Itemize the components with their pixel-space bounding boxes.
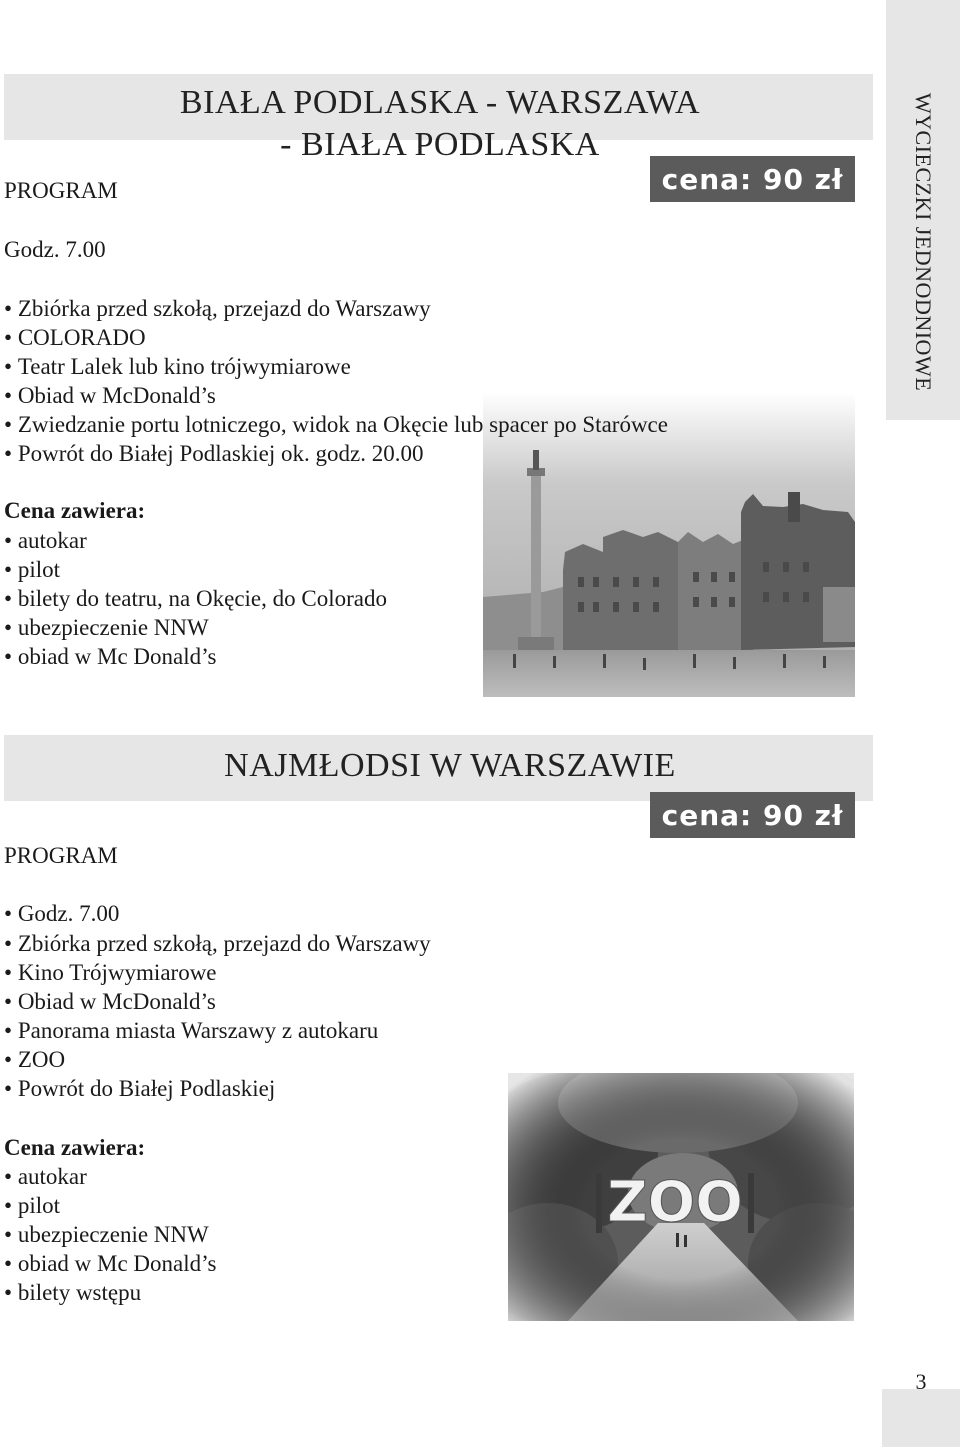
zoo-photo xyxy=(508,1073,854,1321)
trip1-title-line1: BIAŁA PODLASKA - WARSZAWA xyxy=(179,84,701,121)
trip1-program-label: PROGRAM xyxy=(4,178,118,203)
trip2-price-badge: cena: 90 zł xyxy=(650,792,855,838)
trip2-time xyxy=(4,899,119,928)
list-item: • Powrót do Białej Podlaskiej xyxy=(4,1074,431,1103)
trip2-time-text: Godz. 7.00 xyxy=(17,901,120,926)
trip1-program-list xyxy=(4,294,668,468)
list-item: • autokar xyxy=(4,526,387,555)
trip1-includes-list xyxy=(4,526,387,671)
list-item: • ubezpieczenie NNW xyxy=(4,613,387,642)
list-item: • bilety wstępu xyxy=(4,1278,216,1307)
trip1-title-line2: - BIAŁA PODLASKA xyxy=(280,126,600,163)
trip1-time: Godz. 7.00 xyxy=(4,237,106,262)
trip2-program-list xyxy=(4,899,119,928)
list-item: • Obiad w McDonald’s xyxy=(4,381,668,410)
trip1-title xyxy=(130,82,750,166)
list-item: • Zwiedzanie portu lotniczego, widok na Okęcie lub spacer po Starówce xyxy=(4,410,668,439)
list-item: • Kino Trójwymiarowe xyxy=(4,958,431,987)
trip2-program-label: PROGRAM xyxy=(4,843,118,868)
list-item: • bilety do teatru, na Okęcie, do Colorado xyxy=(4,584,387,613)
list-item: • obiad w Mc Donald’s xyxy=(4,1249,216,1278)
list-item: • obiad w Mc Donald’s xyxy=(4,642,387,671)
list-item: • pilot xyxy=(4,555,387,584)
trip2-includes-list xyxy=(4,1162,216,1307)
list-item: • ubezpieczenie NNW xyxy=(4,1220,216,1249)
page-number-box xyxy=(882,1389,960,1447)
list-item: • pilot xyxy=(4,1191,216,1220)
trip1-price-badge: cena: 90 zł xyxy=(650,156,855,202)
list-item: • Powrót do Białej Podlaskiej ok. godz. 20.00 xyxy=(4,439,668,468)
list-item: • Zbiórka przed szkołą, przejazd do Warszawy xyxy=(4,929,431,958)
list-item: • COLORADO xyxy=(4,323,668,352)
page-number: 3 xyxy=(915,1369,927,1394)
list-item: • autokar xyxy=(4,1162,216,1191)
list-item: • ZOO xyxy=(4,1045,431,1074)
trip2-title: NAJMŁODSI W WARSZAWIE xyxy=(224,747,676,784)
list-item: • Obiad w McDonald’s xyxy=(4,987,431,1016)
trip1-includes-label: Cena zawiera: xyxy=(4,498,146,523)
list-item: • Teatr Lalek lub kino trójwymiarowe xyxy=(4,352,668,381)
list-item: • Panorama miasta Warszawy z autokaru xyxy=(4,1016,431,1045)
trip2-includes-label: Cena zawiera: xyxy=(4,1135,146,1160)
list-item: • Zbiórka przed szkołą, przejazd do Warszawy xyxy=(4,294,668,323)
side-tab-label: WYCIECZKI JEDNODNIOWE xyxy=(911,92,936,392)
trip2-program-items xyxy=(4,929,431,1103)
